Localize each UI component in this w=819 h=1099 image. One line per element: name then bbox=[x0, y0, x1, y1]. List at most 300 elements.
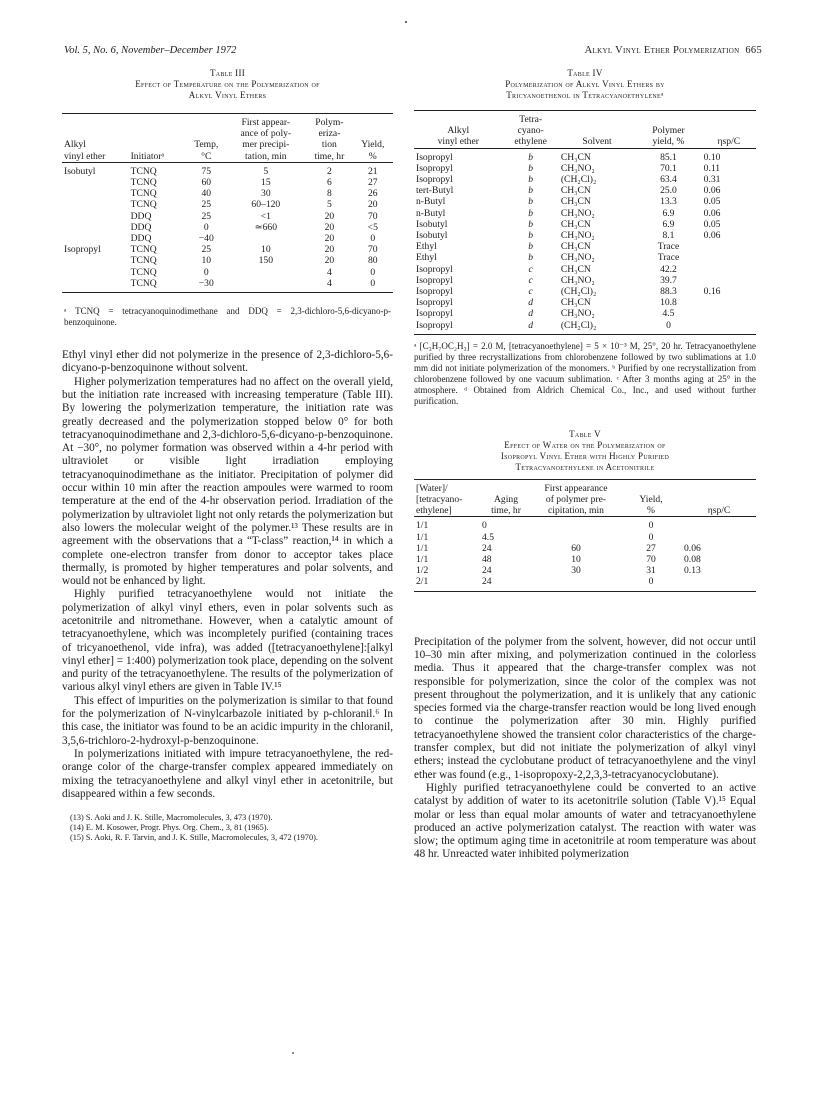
paragraph: Precipitation of the polymer from the solvent, however, did not occur until 10–30 min after mixing, and polymerization continued in the colorless media. Thus it appeared that the charge-transfer complex was not responsible for polymerization, since the color of the complex was not present throughout the polymerization, and it is unlikely that any cationic species formed via the charge-transfer reaction would be long lived enough to continue the polymerization after 30 min. Highly purified tetracyanoethylene showed the transient color characteristics of the charge-transfer complex, but did not initiate the polymerization of alkyl vinyl ethers; instead the cyclobutane product of tetracyanoethylene and the vinyl ether was found (e.g., 1-isopropoxy-2,2,3,3-tetracyanocyclobutane). bbox=[414, 635, 756, 781]
table4-row bbox=[414, 308, 756, 319]
table4-header-cell bbox=[702, 125, 756, 136]
table3-cell bbox=[62, 267, 129, 278]
table4-cell: CH₃NO₂ bbox=[560, 230, 595, 242]
table3-cell: 5 bbox=[263, 165, 269, 177]
table4-cell: CH₃NO₂ bbox=[560, 162, 595, 174]
table4-cell: Isopropyl bbox=[416, 162, 453, 174]
table3-header-cell: tion bbox=[321, 139, 337, 151]
table3-cell bbox=[225, 233, 306, 244]
table4-cell bbox=[702, 308, 756, 319]
table3-cell: TCNQ bbox=[130, 255, 157, 267]
table4-cell bbox=[702, 264, 756, 275]
table4-cell: CH₃CN bbox=[560, 151, 591, 163]
table3-cell bbox=[62, 188, 129, 199]
table3-cell: 2 bbox=[326, 165, 332, 177]
table4-row bbox=[414, 241, 756, 252]
table3-header-cell bbox=[187, 128, 225, 139]
table4-header-cell: Tetra- bbox=[519, 114, 543, 125]
table4-row bbox=[414, 208, 756, 219]
table3-cell: DDQ bbox=[130, 233, 152, 245]
table4-header-cell: vinyl ether bbox=[437, 136, 479, 148]
table5-cell: 1/1 bbox=[416, 554, 429, 566]
table4-header bbox=[414, 111, 756, 149]
table4-cell: Trace bbox=[657, 252, 680, 264]
paragraph: In polymerizations initiated with impure tetracyanoethylene, the red-orange color of the charge-transfer complex appeared immediately on mixing the tetracyanoethylene and alkyl vinyl ether in acetonitrile, but disappeared within a few seconds. bbox=[62, 747, 393, 800]
table4-header-cell: Polymer bbox=[652, 125, 685, 137]
table3-cell: 8 bbox=[326, 188, 332, 200]
table4-cell: Isobutyl bbox=[416, 230, 448, 242]
table4-row bbox=[414, 230, 756, 241]
table4-header-cell bbox=[414, 111, 503, 126]
table5-header-cell bbox=[682, 479, 756, 494]
table5-header-cell bbox=[682, 494, 756, 505]
table3-cell: Isopropyl bbox=[64, 244, 101, 256]
table3-cell: 10 bbox=[201, 255, 212, 267]
table3-cell: 60 bbox=[201, 177, 212, 189]
table5-cell: 0.06 bbox=[684, 542, 701, 554]
table3-cell: TCNQ bbox=[130, 199, 157, 211]
table3-title-line2: Alkyl Vinyl Ethers bbox=[188, 90, 267, 100]
table3-cell: DDQ bbox=[130, 221, 152, 233]
table4-cell: 10.8 bbox=[660, 297, 677, 309]
table4-row bbox=[414, 163, 756, 174]
table3-cell bbox=[225, 278, 306, 293]
table5-header-cell bbox=[480, 479, 532, 494]
table3-cell: <1 bbox=[260, 210, 271, 222]
table4-cell: Isopropyl bbox=[416, 274, 453, 286]
paragraph: Ethyl vinyl ether did not polymerize in the presence of 2,3-dichloro-5,6-dicyano-p-benzoquinone without solvent. bbox=[62, 349, 393, 375]
paragraph: Highly purified tetracyanoethylene could be converted to an active catalyst by addition of water to its acetonitrile solution (Table V).¹⁵ Equal molar or less than equal molar amounts of water and tetracyanoethylene produced an active polymerization catalyst. The reaction with water was slow; the optimum aging time in acetonitrile at room temperature was about 48 hr. Unreacted water inhibited polymerization bbox=[414, 781, 756, 861]
table5-header-cell: cipitation, min bbox=[548, 505, 604, 517]
table3-cell bbox=[62, 177, 129, 188]
table3-cell: 21 bbox=[367, 165, 378, 177]
table5-row bbox=[414, 576, 756, 591]
table5-cell: 31 bbox=[646, 565, 656, 577]
table4-number: Table IV bbox=[567, 68, 603, 78]
table4-cell bbox=[702, 320, 756, 335]
table3-header-cell: eriza- bbox=[318, 128, 341, 140]
table4-cell: CH₃CN bbox=[560, 185, 591, 197]
table5-cell bbox=[532, 576, 620, 591]
paragraph: This effect of impurities on the polymerization is similar to that found for the polymerization of N-vinylcarbazole initiated by p-chloranil.⁶ In this case, the initiator was found to be an acidic impurity in the chloranil, 3,5,6-trichloro-2-hydroxyl-p-benzoquinone. bbox=[62, 694, 393, 747]
reference-item: (13) S. Aoki and J. K. Stille, Macromolecules, 3, 473 (1970). bbox=[70, 813, 273, 823]
table4-row bbox=[414, 320, 756, 335]
table4-cell: Ethyl bbox=[416, 241, 437, 253]
table4-cell: (CH₂Cl)₂ bbox=[560, 319, 597, 331]
table5-header-row bbox=[414, 479, 756, 494]
table4-row bbox=[414, 252, 756, 263]
table4-cell: 0.16 bbox=[703, 286, 721, 298]
table3-header-cell bbox=[129, 128, 188, 139]
table3-cell: 25 bbox=[201, 244, 212, 256]
table4-cell: b bbox=[528, 196, 534, 208]
table4-cell: b bbox=[528, 230, 534, 242]
table4-row bbox=[414, 148, 756, 163]
table3-cell: 0 bbox=[203, 221, 209, 233]
table4-header-cell: ethylene bbox=[514, 136, 547, 148]
table4-cell: 0.31 bbox=[703, 174, 721, 186]
table4-cell: CH₃CN bbox=[560, 241, 591, 253]
table3-cell: TCNQ bbox=[130, 277, 157, 289]
table5-cell: 1/2 bbox=[416, 565, 429, 577]
table3-row bbox=[62, 162, 393, 177]
table3-cell: TCNQ bbox=[130, 188, 157, 200]
table4-cell: Ethyl bbox=[416, 252, 437, 264]
table5-cell: 0 bbox=[482, 520, 487, 532]
table5-body bbox=[414, 517, 756, 591]
table3-cell: 150 bbox=[258, 255, 273, 267]
table3-row bbox=[62, 278, 393, 293]
table5-header-cell: First appearance bbox=[544, 482, 608, 494]
stray-dot-bottom bbox=[292, 1052, 294, 1054]
table4-cell: Isopropyl bbox=[416, 174, 453, 186]
table3-cell bbox=[225, 267, 306, 278]
running-header-title bbox=[585, 45, 762, 56]
table4-cell: b bbox=[528, 162, 534, 174]
table4-cell: Trace bbox=[657, 241, 680, 253]
table3-cell: 40 bbox=[201, 188, 212, 200]
table5-cell: 1/1 bbox=[416, 542, 429, 554]
table3-row bbox=[62, 188, 393, 199]
table4-row bbox=[414, 174, 756, 185]
table4-cell: 0.05 bbox=[703, 196, 721, 208]
table5-cell: 0 bbox=[648, 576, 654, 588]
table4-footnote: ᵃ [C₃H₇OC₂H₃] = 2.0 M, [tetracyanoethylene] = 5 × 10⁻³ M, 25°, 20 hr. Tetracyanoethylene purified by three recrystallizations from chlorobenzene followed by two sublimations at 1.0 mm did not initiate polymerization of the monomers. ᵇ Purified by one recrystallization from chlorobenzene followed by one vacuum sublimation. ᶜ After 3 months aging at 25° in the atmosphere. ᵈ Obtained from Aldrich Chemical Co., Inc., and used without further purification. bbox=[414, 340, 756, 406]
stray-dot-top bbox=[405, 21, 407, 23]
table3-header bbox=[62, 114, 393, 163]
table3-body bbox=[62, 162, 393, 292]
references bbox=[62, 813, 393, 842]
table5-cell: 48 bbox=[482, 554, 492, 566]
table4-cell: 85.1 bbox=[660, 151, 677, 163]
table4-cell: b bbox=[528, 252, 534, 264]
table3-cell: 20 bbox=[324, 244, 335, 256]
table3-cell: 10 bbox=[261, 244, 271, 256]
table4-cell: 0.10 bbox=[703, 151, 721, 163]
table4-cell: Isopropyl bbox=[416, 151, 453, 163]
table5-cell: 2/1 bbox=[416, 576, 429, 588]
table5-title-line3: Tetracyanoethylene in Acetonitrile bbox=[515, 461, 655, 472]
table4-row bbox=[414, 219, 756, 230]
table4-row bbox=[414, 185, 756, 196]
table3-cell bbox=[62, 233, 129, 244]
table5-caption bbox=[414, 429, 756, 473]
table4-cell: 0.06 bbox=[703, 230, 721, 242]
table5-cell bbox=[682, 532, 756, 543]
table5-row bbox=[414, 554, 756, 565]
table3-header-cell: Temp, bbox=[194, 139, 219, 151]
right-column bbox=[414, 68, 756, 862]
table5-cell: 24 bbox=[482, 576, 492, 588]
table4-cell: 6.9 bbox=[662, 218, 675, 230]
table4-cell: Isopropyl bbox=[416, 297, 453, 309]
table3-cell: 0 bbox=[203, 266, 209, 278]
table4-cell: CH₃CN bbox=[560, 196, 591, 208]
table5-cell: 10 bbox=[571, 554, 581, 566]
table4-header-cell bbox=[559, 111, 635, 126]
table3-header-cell bbox=[187, 114, 225, 129]
table4-cell: 13.3 bbox=[660, 196, 677, 208]
table3-cell: 20 bbox=[324, 210, 335, 222]
paragraph: Higher polymerization temperatures had no affect on the overall yield, but the initiation rate increased with increasing temperature (Table III). By lowering the polymerization temperature, the initiation rate was greatly decreased and the polymerization stopped below 0° for both tetracyanoquinodimethane and 2,3-dichloro-5,6-dicyano-p-benzoquinone. At −30°, no polymer formation was observed within a 4-hr period with ultraviolet or visible light irradiation employing tetracyanoquinodimethane as the initiator. Precipitation of polymer did occur within 10 min after the reaction ampoules were warmed to room temperature at the end of the 4-hr observation period. Irradiation of the polymerization by ultraviolet light not only retards the polymerization but also lowers the molecular weight of the polymer.¹³ These results are in agreement with the observations that a “T-class” reaction,¹⁴ in which a complete one-electron transfer from donor to acceptor takes place thermally, is promoted by higher temperatures and polar solvents, and would not be enhanced by light. bbox=[62, 375, 393, 588]
table4-cell: b bbox=[528, 241, 534, 253]
table3-cell: 20 bbox=[324, 233, 335, 245]
table4-row bbox=[414, 264, 756, 275]
table5-cell: 70 bbox=[646, 554, 656, 566]
table5-header-cell: % bbox=[647, 505, 655, 517]
table5-cell: 1/1 bbox=[416, 531, 429, 543]
table4-cell: 4.5 bbox=[662, 308, 675, 320]
table3-cell: 25 bbox=[201, 210, 212, 222]
table4-header-cell: ηsp/C bbox=[717, 136, 741, 148]
table5-cell: 24 bbox=[482, 565, 492, 577]
table3-row bbox=[62, 199, 393, 210]
table5-cell: 0.08 bbox=[684, 554, 701, 566]
table3-header-cell: % bbox=[368, 150, 377, 162]
table5-title-line2: Isopropyl Vinyl Ether with Highly Purified bbox=[500, 450, 670, 461]
table4-cell bbox=[702, 241, 756, 252]
table3-row bbox=[62, 222, 393, 233]
table4-cell: CH₃NO₂ bbox=[560, 308, 595, 320]
table4-cell: tert-Butyl bbox=[416, 185, 454, 197]
table5-header bbox=[414, 479, 756, 517]
table4-cell: c bbox=[528, 286, 533, 298]
table3-cell bbox=[62, 255, 129, 266]
table4-cell: 0.06 bbox=[703, 185, 721, 197]
table4-cell: b bbox=[528, 207, 534, 219]
table3-cell: TCNQ bbox=[130, 244, 157, 256]
table4-cell: d bbox=[528, 297, 534, 309]
table3-cell: TCNQ bbox=[130, 177, 157, 189]
table5-cell bbox=[682, 576, 756, 591]
table3-cell: 70 bbox=[367, 210, 378, 222]
table4-cell: 0.06 bbox=[703, 207, 721, 219]
table3-cell: 0 bbox=[370, 266, 376, 278]
table4-cell: Isopropyl bbox=[416, 308, 453, 320]
table3-cell bbox=[62, 199, 129, 210]
reference-item: (14) E. M. Kosower, Progr. Phys. Org. Chem., 3, 81 (1965). bbox=[70, 822, 269, 832]
table4-cell: 42.2 bbox=[660, 263, 677, 275]
table4-cell: c bbox=[528, 263, 533, 275]
table4-title-line2: Tricyanoethenol in Tetracyanoethyleneᵃ bbox=[506, 90, 664, 100]
table3-footnote: ᵃ TCNQ = tetracyanoquinodimethane and DDQ = 2,3-dichloro-5,6-dicyano-p-benzoquinone. bbox=[64, 306, 391, 328]
table4-header-row bbox=[414, 111, 756, 126]
table3-header-cell bbox=[129, 139, 188, 150]
table5-header-cell: [tetracyano- bbox=[416, 494, 463, 506]
table3-header-cell: First appear- bbox=[241, 117, 291, 128]
table3-cell: −40 bbox=[198, 233, 214, 245]
left-column bbox=[62, 68, 393, 843]
table4-cell: d bbox=[528, 319, 534, 331]
table3-cell bbox=[62, 222, 129, 233]
table4-row bbox=[414, 196, 756, 207]
table3-cell: TCNQ bbox=[130, 165, 157, 177]
table3-header-cell: Polym- bbox=[315, 117, 344, 128]
table4-cell: n-Butyl bbox=[416, 207, 446, 219]
table3-cell: 70 bbox=[367, 244, 378, 256]
table4-header-cell bbox=[702, 111, 756, 126]
table3-row bbox=[62, 267, 393, 278]
table3-row bbox=[62, 233, 393, 244]
table5-header-cell: Aging bbox=[494, 494, 518, 506]
table4-cell bbox=[702, 297, 756, 308]
table3-header-cell bbox=[62, 128, 129, 139]
table5-header-cell: time, hr bbox=[491, 505, 521, 517]
table5-cell: 0 bbox=[648, 520, 654, 532]
running-header-journal: Vol. 5, No. 6, November–December 1972 bbox=[64, 45, 237, 56]
table3-row bbox=[62, 244, 393, 255]
table3-cell: 80 bbox=[367, 255, 378, 267]
table3-header-cell: tation, min bbox=[245, 150, 287, 162]
table3-header-cell bbox=[353, 114, 393, 129]
table3-cell: TCNQ bbox=[130, 266, 157, 278]
table5-cell: 0 bbox=[648, 531, 654, 543]
table4-cell: 88.3 bbox=[660, 286, 677, 298]
table3-header-cell: °C bbox=[201, 150, 212, 162]
table4-header-cell: yield, % bbox=[652, 136, 685, 148]
table4-cell: 8.1 bbox=[662, 230, 675, 242]
table4-header-row bbox=[414, 125, 756, 136]
table3-cell: 15 bbox=[261, 177, 271, 189]
table4-cell: Isopropyl bbox=[416, 319, 453, 331]
table5 bbox=[414, 479, 756, 592]
table3-cell: <5 bbox=[367, 221, 378, 233]
table5-row bbox=[414, 517, 756, 532]
table4-cell: 63.4 bbox=[660, 174, 677, 186]
table5-row bbox=[414, 565, 756, 576]
table4-cell: c bbox=[528, 274, 533, 286]
table3-row bbox=[62, 177, 393, 188]
table4-cell: 0.11 bbox=[703, 162, 721, 174]
table5-cell bbox=[532, 517, 620, 532]
table3-cell: 4 bbox=[326, 277, 332, 289]
table4-header-cell bbox=[635, 111, 701, 126]
table3-row bbox=[62, 255, 393, 266]
right-body-text bbox=[414, 636, 756, 862]
table3-header-cell: time, hr bbox=[314, 150, 345, 162]
table3-cell: 6 bbox=[326, 177, 332, 189]
table5-number: Table V bbox=[569, 428, 601, 439]
table3-header-cell: ance of poly- bbox=[240, 128, 292, 140]
table5-cell: 1/1 bbox=[416, 520, 429, 532]
table4-cell bbox=[702, 252, 756, 263]
table3-cell: 0 bbox=[370, 233, 376, 245]
table5-cell: 27 bbox=[646, 542, 656, 554]
table3-header-cell bbox=[353, 128, 393, 139]
table4 bbox=[414, 110, 756, 335]
table5-header-cell: [Water]/ bbox=[416, 482, 448, 494]
table4-cell: b bbox=[528, 218, 534, 230]
table3-cell: Isobutyl bbox=[64, 165, 96, 177]
table3-header-cell bbox=[129, 114, 188, 129]
table5-header-cell: Yield, bbox=[639, 494, 663, 506]
table3-cell: 26 bbox=[367, 188, 378, 200]
table4-cell: (CH₂Cl)₂ bbox=[560, 286, 597, 298]
table3-cell: 20 bbox=[324, 255, 335, 267]
table5-cell bbox=[682, 517, 756, 532]
table3-row bbox=[62, 211, 393, 222]
table5-header-row bbox=[414, 494, 756, 505]
table5-header-cell: ηsp/C bbox=[707, 505, 731, 517]
table4-header-cell bbox=[559, 125, 635, 136]
table4-header-cell: Alkyl bbox=[447, 125, 470, 137]
table4-cell: 0.05 bbox=[703, 218, 721, 230]
table3-number: Table III bbox=[209, 68, 246, 78]
table4-title-line1: Polymerization of Alkyl Vinyl Ethers by bbox=[505, 79, 665, 89]
table3-header-row bbox=[62, 128, 393, 139]
table4-row bbox=[414, 297, 756, 308]
table4-header-cell: Solvent bbox=[582, 136, 612, 148]
table3-header-row bbox=[62, 114, 393, 129]
table4-body bbox=[414, 148, 756, 334]
paragraph: Highly purified tetracyanoethylene would not initiate the polymerization of alkyl vinyl ethers, even in polar solvents such as acetonitrile and nitromethane. However, when a catalytic amount of tetracyanoethylene, which was incompletely purified (containing traces of tricyanoethenol, vide infra), was added ([tetracyanoethylene]:[alkyl vinyl ether] = 1:400) polymerization took place, depending on the solvent and purity of the tetracyanoethylene. The results of the polymerization of various alkyl vinyl ethers are given in Table IV.¹⁵ bbox=[62, 588, 393, 694]
table4-cell: CH₃NO₂ bbox=[560, 207, 595, 219]
table3 bbox=[62, 113, 393, 293]
table3-header-cell: Initiatorᵃ bbox=[130, 150, 165, 162]
table3-cell bbox=[62, 211, 129, 222]
reference-item: (15) S. Aoki, R. F. Tarvin, and J. K. Stille, Macromolecules, 3, 472 (1970). bbox=[70, 832, 318, 842]
table4-cell: 70.1 bbox=[660, 162, 677, 174]
table5-header-cell: of polymer pre- bbox=[545, 494, 607, 506]
table4-cell: b bbox=[528, 151, 534, 163]
table4-cell: 6.9 bbox=[662, 207, 675, 219]
table4-cell: b bbox=[528, 185, 534, 197]
table5-cell: 24 bbox=[482, 542, 492, 554]
table4-cell: Isopropyl bbox=[416, 263, 453, 275]
table4-cell: 39.7 bbox=[660, 274, 677, 286]
table4-row bbox=[414, 275, 756, 286]
table3-cell: 25 bbox=[201, 199, 212, 211]
table3-cell: 75 bbox=[201, 165, 212, 177]
table5-cell: 30 bbox=[571, 565, 581, 577]
table4-cell: CH₃NO₂ bbox=[560, 252, 595, 264]
table4-cell: d bbox=[528, 308, 534, 320]
table3-header-cell: vinyl ether bbox=[64, 150, 106, 162]
table4-header-row bbox=[414, 136, 756, 148]
left-body-text bbox=[62, 349, 393, 801]
table4-cell: Isopropyl bbox=[416, 286, 453, 298]
table4-cell: (CH₂Cl)₂ bbox=[560, 174, 597, 186]
table3-cell: DDQ bbox=[130, 210, 152, 222]
table3-cell: 27 bbox=[367, 177, 378, 189]
table5-row bbox=[414, 543, 756, 554]
page-number: 665 bbox=[745, 45, 762, 56]
table4-cell: Isobutyl bbox=[416, 218, 448, 230]
table3-header-cell: mer precipi- bbox=[242, 139, 290, 151]
table3-cell: 20 bbox=[324, 221, 335, 233]
table3-cell bbox=[62, 278, 129, 293]
table3-cell: 4 bbox=[326, 266, 332, 278]
table3-cell: 5 bbox=[326, 199, 332, 211]
table3-cell: 0 bbox=[370, 277, 376, 289]
table4-cell bbox=[702, 275, 756, 286]
table3-title-line1: Effect of Temperature on the Polymerization of bbox=[135, 79, 320, 89]
table3-caption bbox=[62, 68, 393, 101]
table5-cell: 0.13 bbox=[684, 565, 701, 577]
table3-cell: ≃660 bbox=[254, 221, 278, 233]
table3-cell: 60–120 bbox=[251, 199, 281, 211]
table4-cell: 0 bbox=[666, 319, 671, 331]
table3-header-cell bbox=[62, 114, 129, 129]
table5-header-cell bbox=[620, 479, 682, 494]
table5-cell: 4.5 bbox=[482, 531, 494, 543]
table3-header-cell: Alkyl bbox=[64, 139, 86, 151]
table4-cell: CH₃NO₂ bbox=[560, 274, 595, 286]
running-header-article-title: Alkyl Vinyl Ether Polymerization bbox=[584, 45, 740, 56]
table5-cell: 60 bbox=[571, 542, 581, 554]
table4-header-cell: cyano- bbox=[517, 125, 544, 137]
table3-cell: 30 bbox=[261, 188, 271, 200]
